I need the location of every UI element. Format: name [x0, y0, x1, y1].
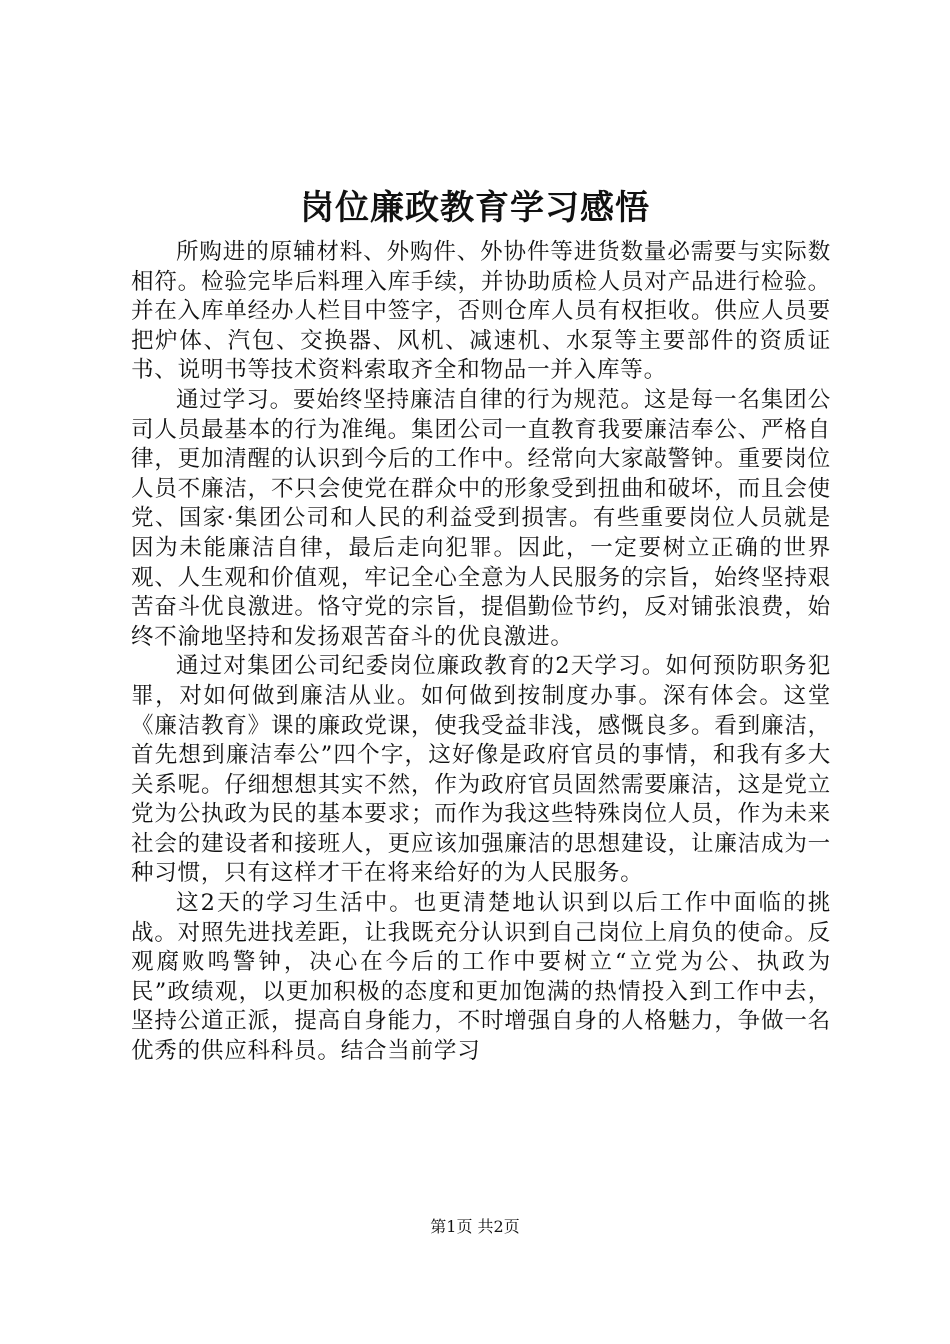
paragraph-2: 通过学习。要始终坚持廉洁自律的行为规范。这是每一名集团公司人员最基本的行为准绳。集团公司一直教育我要廉洁奉公、严格自律，更加清醒的认识到今后的工作中。经常向大家敲警钟。重要岗位人员不廉洁，不只会使党在群众中的形象受到扭曲和破坏，而且会使党、国家·集团公司和人民的利益受到损害。有些重要岗位人员就是因为未能廉洁自律，最后走向犯罪。因此，一定要树立正确的世界观、人生观和价值观，牢记全心全意为人民服务的宗旨，始终坚持艰苦奋斗优良激进。恪守党的宗旨，提倡勤俭节约，反对铺张浪费，始终不渝地坚持和发扬艰苦奋斗的优良激进。: [131, 386, 831, 650]
paragraph-3: 通过对集团公司纪委岗位廉政教育的2天学习。如何预防职务犯罪，对如何做到廉洁从业。如何做到按制度办事。深有体会。这堂《廉洁教育》课的廉政党课，使我受益非浅，感慨良多。看到廉洁，首先想到廉洁奉公”四个字，这好像是政府官员的事情，和我有多大关系呢。仔细想想其实不然，作为政府官员固然需要廉洁，这是党立党为公执政为民的基本要求；而作为我这些特殊岗位人员，作为未来社会的建设者和接班人，更应该加强廉洁的思想建设，让廉洁成为一种习惯，只有这样才干在将来给好的为人民服务。: [131, 653, 831, 887]
document-title: 岗位廉政教育学习感悟: [300, 188, 650, 228]
page-footer: 第1页 共2页: [430, 1217, 520, 1236]
paragraph-1: 所购进的原辅材料、外购件、外协件等进货数量必需要与实际数相符。检验完毕后料理入库手续，并协助质检人员对产品进行检验。并在入库单经办人栏目中签字，否则仓库人员有权拒收。供应人员要把炉体、汽包、交换器、风机、减速机、水泵等主要部件的资质证书、说明书等技术资料索取齐全和物品一并入库等。: [131, 239, 831, 384]
paragraph-4: 这2天的学习生活中。也更清楚地认识到以后工作中面临的挑战。对照先进找差距，让我既充分认识到自己岗位上肩负的使命。反观腐败鸣警钟，决心在今后的工作中要树立“立党为公、执政为民”政绩观，以更加积极的态度和更加饱满的热情投入到工作中去，坚持公道正派，提高自身能力，不时增强自身的人格魅力，争做一名优秀的供应科科员。结合当前学习: [131, 890, 831, 1065]
document-body: [131, 238, 831, 1067]
